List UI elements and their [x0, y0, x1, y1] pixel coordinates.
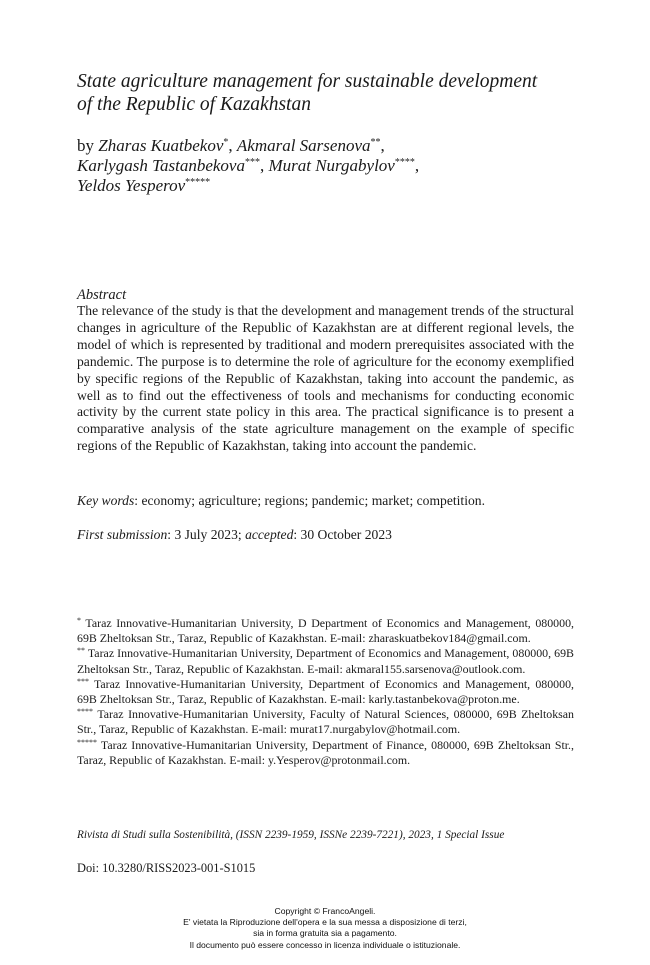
- footnote-mark: *****: [77, 737, 97, 747]
- author-footnote-mark: ***: [244, 157, 260, 168]
- paper-title: [77, 70, 597, 116]
- author-footnote-mark: ****: [394, 157, 415, 168]
- first-submission-label: First submission: [77, 527, 168, 542]
- author-name: Karlygash Tastanbekova: [77, 156, 245, 175]
- copyright-notice: [100, 906, 550, 951]
- first-submission-value: : 3 July 2023;: [167, 527, 246, 542]
- footnote: [77, 646, 574, 676]
- submission-dates: [77, 526, 577, 543]
- accepted-value: : 30 October 2023: [293, 527, 392, 542]
- footnote-mark: *: [77, 616, 81, 625]
- footnote: [77, 616, 574, 646]
- paper-title-line-1: State agriculture management for sustainable development: [77, 71, 538, 92]
- footnote-mark: **: [77, 646, 85, 656]
- footnote-text: Taraz Innovative-Humanitarian University, Department of Economics and Management, 080000, 69B Zheltoksan Str., Taraz, Republic of Kazakhstan. E-mail: karly.tastanbekova@proton.me.: [77, 676, 574, 707]
- copyright-line-1: Copyright © FrancoAngeli.: [274, 906, 376, 916]
- affiliation-footnotes: [77, 616, 574, 768]
- author-footnote-mark: *: [223, 137, 229, 148]
- footnote-mark: ****: [77, 707, 93, 717]
- journal-citation: Rivista di Studi sulla Sostenibilità, (ISSN 2239-1959, ISSNe 2239-7221), 2023, 1 Special Issue: [77, 829, 505, 841]
- author-name: Akmaral Sarsenova: [236, 136, 371, 155]
- footnote: [77, 677, 574, 707]
- paper-title-line-2: of the Republic of Kazakhstan: [77, 94, 311, 115]
- author-name: Murat Nurgabylov: [268, 156, 395, 175]
- author-footnote-mark: *****: [185, 177, 211, 188]
- doi-line: Doi: 10.3280/RISS2023-001-S1015: [77, 861, 256, 875]
- authors-by-prefix: by: [77, 136, 99, 155]
- footnote-text: Taraz Innovative-Humanitarian University, Faculty of Natural Sciences, 080000, 69B Zheltoksan Str., Taraz, Republic of Kazakhstan. E-mail: murat17.nurgabylov@hotmail.com.: [77, 707, 574, 737]
- copyright-line-4: Il documento può essere concesso in licenza individuale o istituzionale.: [189, 939, 461, 950]
- footnote-text: Taraz Innovative-Humanitarian University, Department of Finance, 080000, 69B Zheltoksan Str., Taraz, Republic of Kazakhstan. E-mail: y.Yesperov@protonmail.com.: [77, 737, 574, 767]
- footnote-text: Taraz Innovative-Humanitarian University, Department of Economics and Management, 080000, 69B Zheltoksan Str., Taraz, Republic of Kazakhstan. E-mail: akmaral155.sarsenova@outlook.com.: [77, 646, 574, 676]
- accepted-label: accepted: [245, 527, 294, 542]
- abstract-heading: Abstract: [77, 287, 127, 303]
- author-separator: ,: [259, 156, 269, 175]
- author-separator: ,: [380, 136, 385, 155]
- footnote-text: Taraz Innovative-Humanitarian University, D Department of Economics and Management, 080000, 69B Zheltoksan Str., Taraz, Republic of Kazakhstan. E-mail: zharaskuatbekov184@gmail.com.: [77, 616, 574, 646]
- keywords: [77, 492, 577, 509]
- author-separator: ,: [414, 156, 420, 175]
- author-name: Zharas Kuatbekov: [98, 136, 224, 155]
- copyright-line-2: E' vietata la Riproduzione dell'opera e la sua messa a disposizione di terzi,: [183, 917, 467, 928]
- abstract-body: The relevance of the study is that the development and management trends of the structural changes in agriculture of the Republic of Kazakhstan are at different regional levels, the model of which is represented by traditional and modern prerequisites associated with the pandemic. The purpose is to determine the role of agriculture for the economy exemplified by specific regions of the Republic of Kazakhstan, taking into account the pandemic, as well as to find out the effectiveness of tools and mechanisms for conducting economic activity by the current state policy in this area. The practical significance is to present a comparative analysis of the state agriculture management on the example of specific regions of the Republic of Kazakhstan, taking into account the pandemic.: [77, 303, 574, 454]
- author-list: [77, 136, 617, 196]
- copyright-line-3: sia in forma gratuita sia a pagamento.: [253, 928, 397, 939]
- author-footnote-mark: **: [370, 137, 381, 148]
- keywords-label: Key words: [77, 493, 135, 508]
- footnote-mark: ***: [77, 676, 89, 686]
- author-separator: ,: [228, 136, 237, 155]
- keywords-text: : economy; agriculture; regions; pandemic; market; competition.: [134, 493, 485, 508]
- footnote: [77, 707, 574, 737]
- footnote: [77, 738, 574, 768]
- author-name: Yeldos Yesperov: [77, 176, 186, 195]
